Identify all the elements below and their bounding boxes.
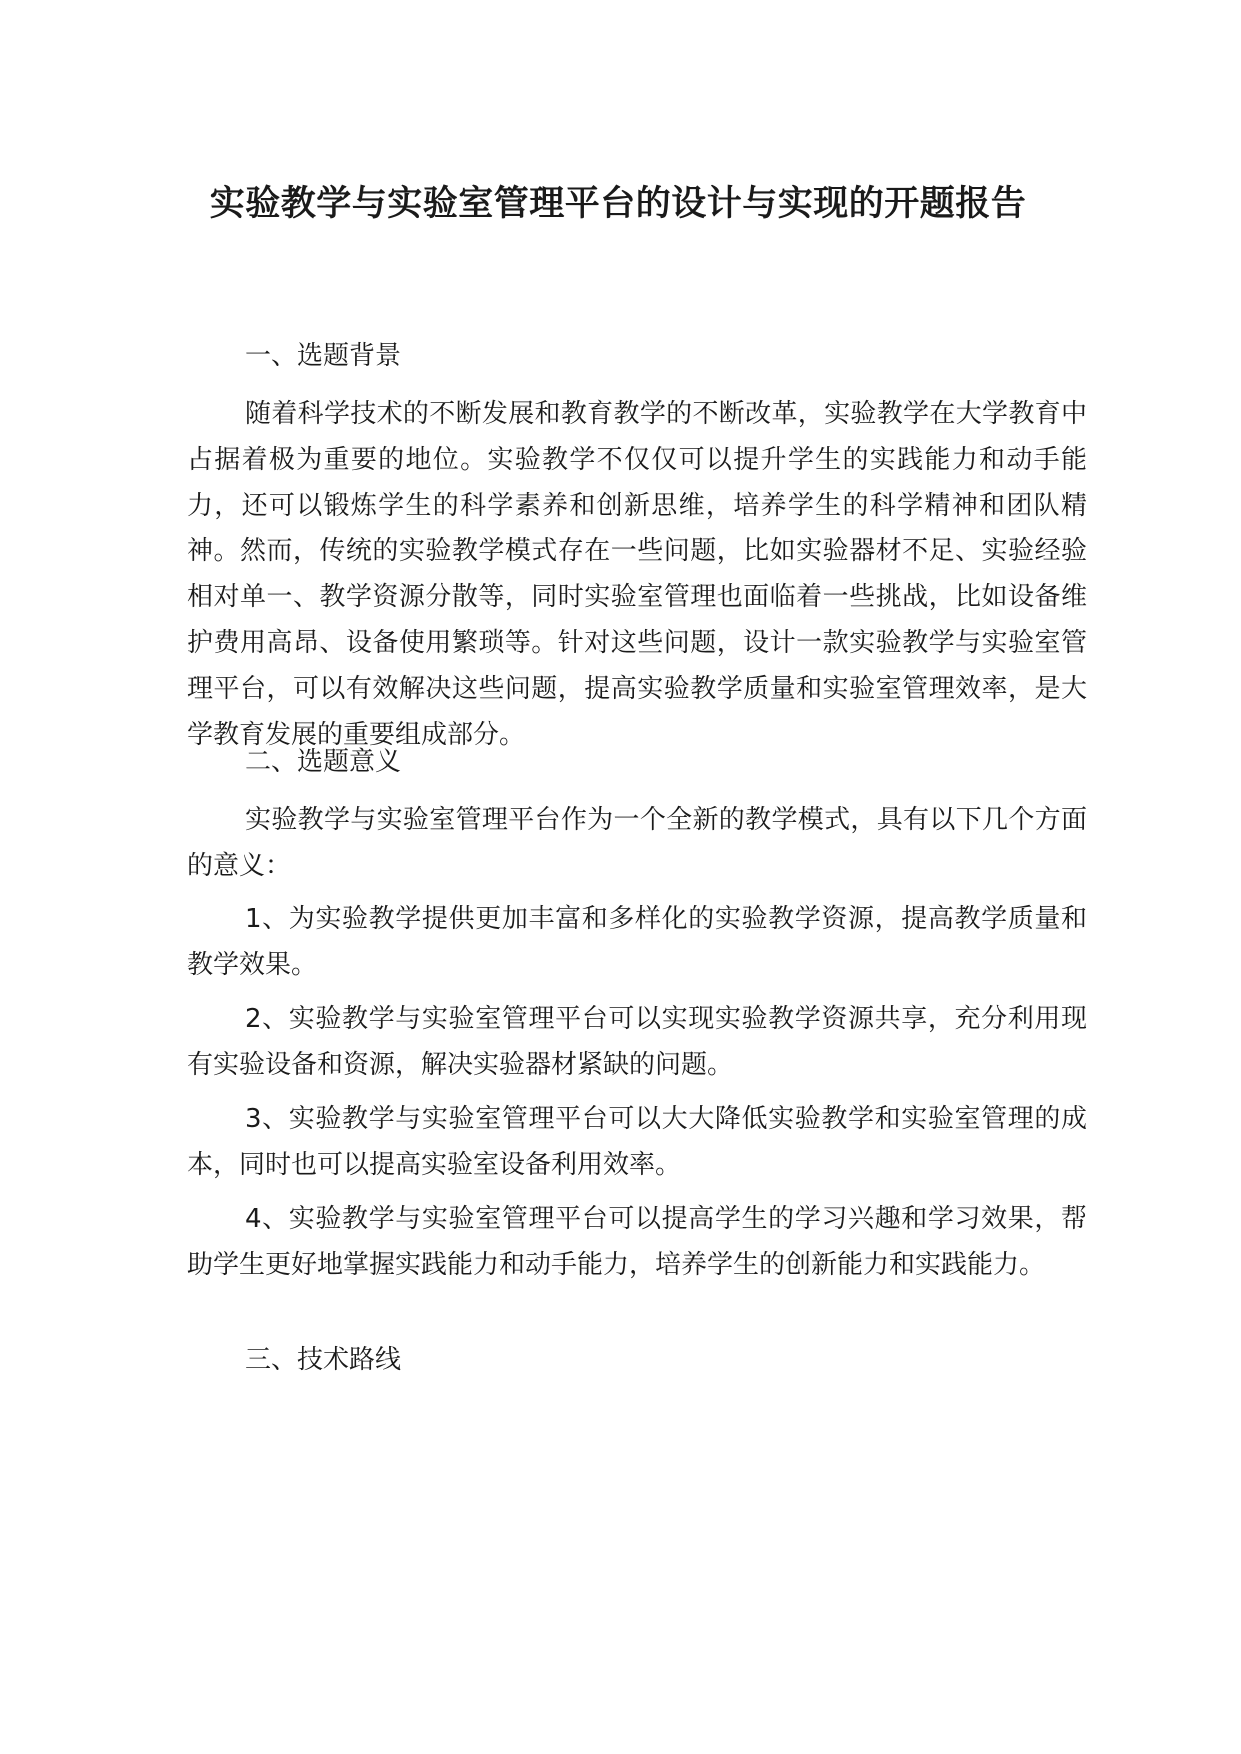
significance-item-4: 4、实验教学与实验室管理平台可以提高学生的学习兴趣和学习效果，帮助学生更好地掌握实践能力和动手能力，培养学生的创新能力和实践能力。 [187, 1204, 1087, 1280]
document-title: 实验教学与实验室管理平台的设计与实现的开题报告 [209, 184, 1027, 224]
significance-item-1: 1、为实验教学提供更加丰富和多样化的实验教学资源，提高教学质量和教学效果。 [187, 904, 1087, 980]
section-heading-background: 一、选题背景 [245, 341, 402, 371]
background-paragraph: 随着科学技术的不断发展和教育教学的不断改革，实验教学在大学教育中占据着极为重要的地位。实验教学不仅仅可以提升学生的实践能力和动手能力，还可以锻炼学生的科学素养和创新思维，培养学生的科学精神和团队精神。然而，传统的实验教学模式存在一些问题，比如实验器材不足、实验经验相对单一、教学资源分散等，同时实验室管理也面临着一些挑战，比如设备维护费用高昂、设备使用繁琐等。针对这些问题，设计一款实验教学与实验室管理平台，可以有效解决这些问题，提高实验教学质量和实验室管理效率，是大学教育发展的重要组成部分。 [187, 399, 1087, 750]
significance-intro-paragraph: 实验教学与实验室管理平台作为一个全新的教学模式，具有以下几个方面的意义： [187, 805, 1087, 881]
section-heading-significance: 二、选题意义 [245, 747, 402, 777]
section-heading-technical-route: 三、技术路线 [245, 1345, 402, 1375]
significance-item-3: 3、实验教学与实验室管理平台可以大大降低实验教学和实验室管理的成本，同时也可以提高实验室设备利用效率。 [187, 1104, 1087, 1180]
significance-item-2: 2、实验教学与实验室管理平台可以实现实验教学资源共享，充分利用现有实验设备和资源，解决实验器材紧缺的问题。 [187, 1004, 1087, 1080]
